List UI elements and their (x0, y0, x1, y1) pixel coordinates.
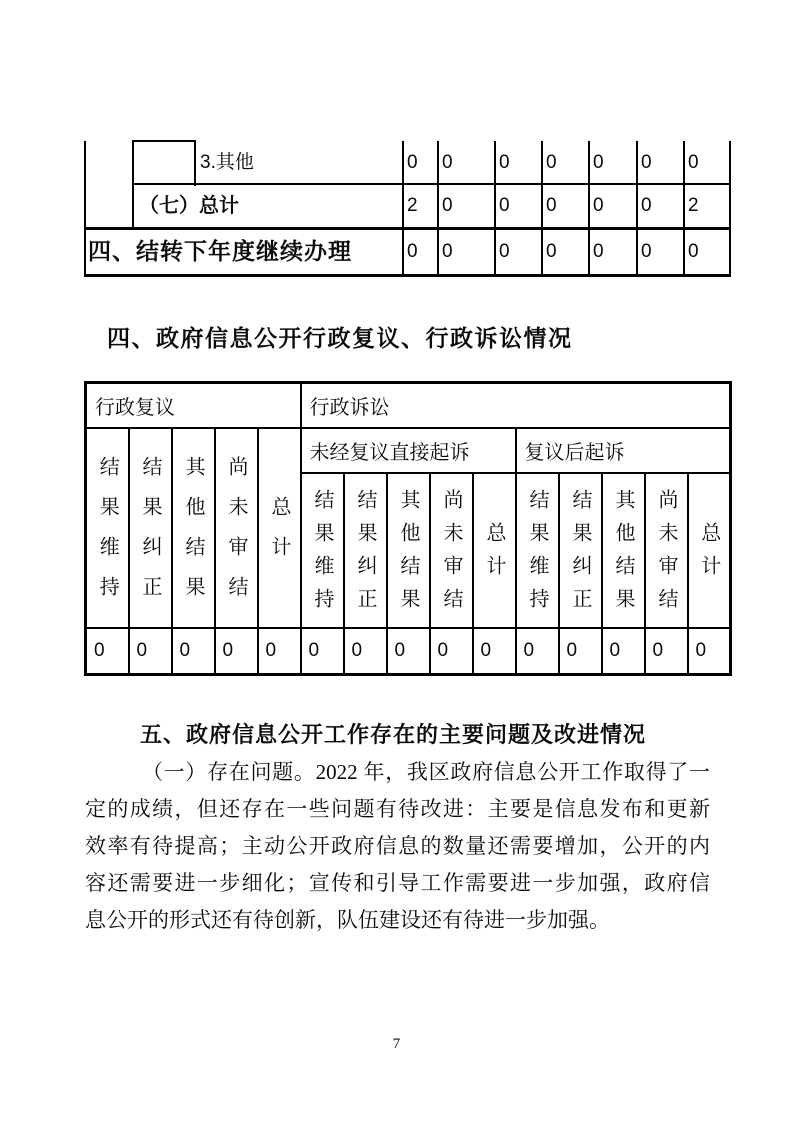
paragraph-line: 容还需要进一步细化；宣传和引导工作需要进一步加强，政府信 (85, 871, 710, 895)
paragraph-line: 效率有待提高；主动公开政府信息的数量还需要增加，公开的内 (85, 834, 710, 858)
table-value: 0 (499, 152, 510, 173)
table-value: 0 (688, 152, 699, 173)
table-value: 0 (215, 628, 258, 675)
table-value: 0 (641, 152, 652, 173)
table-value: 0 (442, 152, 453, 173)
table-value: 0 (344, 628, 387, 675)
table-value: 0 (559, 628, 602, 675)
section4-heading: 四、政府信息公开行政复议、行政诉讼情况 (107, 325, 573, 351)
direct-suit-col-header: 总计 (473, 473, 516, 628)
litigation-group-header: 行政诉讼 (301, 383, 731, 429)
table-value: 0 (546, 195, 557, 216)
direct-suit-col-header: 其他结果 (387, 473, 430, 628)
review-group-header: 行政复议 (86, 383, 301, 429)
table-value: 0 (516, 628, 559, 675)
after-review-suit-col-header: 结果维持 (516, 473, 559, 628)
review-col-header: 结果维持 (86, 428, 129, 628)
table-line (729, 141, 731, 277)
table-line (194, 141, 196, 186)
table-line (636, 141, 638, 277)
table-value: 0 (172, 628, 215, 675)
table-value: 0 (442, 195, 453, 216)
table-value: 0 (593, 152, 604, 173)
table-value: 0 (86, 628, 129, 675)
page-number: 7 (392, 1036, 401, 1052)
row-label: 四、结转下年度继续办理 (88, 238, 352, 264)
paragraph-line: 定的成绩，但还存在一些问题有待改进：主要是信息发布和更新 (85, 797, 710, 821)
table-value: 0 (688, 241, 699, 262)
table-line (402, 141, 404, 277)
table-value: 0 (499, 241, 510, 262)
direct-suit-col-header: 结果纠正 (344, 473, 387, 628)
table-value: 0 (129, 628, 172, 675)
review-col-header: 其他结果 (172, 428, 215, 628)
review-col-header: 尚未审结 (215, 428, 258, 628)
table-value: 0 (688, 628, 731, 675)
table-line (494, 141, 496, 277)
table-value: 0 (546, 152, 557, 173)
table-value: 0 (442, 241, 453, 262)
after-review-suit-col-header: 总计 (688, 473, 731, 628)
table-value: 0 (593, 195, 604, 216)
table-line (437, 141, 439, 277)
direct-suit-col-header: 尚未审结 (430, 473, 473, 628)
direct-suit-col-header: 结果维持 (301, 473, 344, 628)
table-line (683, 141, 685, 277)
table-value: 0 (407, 152, 418, 173)
table-value: 0 (473, 628, 516, 675)
paragraph-line: 息公开的形式还有待创新，队伍建设还有待进一步加强。 (85, 908, 610, 932)
table-line (132, 141, 134, 230)
review-col-header: 总计 (258, 428, 301, 628)
table-value: 2 (407, 195, 418, 216)
table-value: 0 (499, 195, 510, 216)
row-label: （七）总计 (139, 195, 239, 217)
section5-heading: 五、政府信息公开工作存在的主要问题及改进情况 (140, 722, 647, 747)
table-value: 0 (593, 241, 604, 262)
section5 (85, 716, 710, 939)
table-value: 0 (258, 628, 301, 675)
table-value: 2 (688, 195, 699, 216)
table-line (588, 141, 590, 277)
table-line (132, 140, 196, 142)
after-review-suit-col-header: 结果纠正 (559, 473, 602, 628)
table-line (541, 141, 543, 277)
table-value: 0 (407, 241, 418, 262)
table-line (84, 141, 86, 277)
review-col-header: 结果纠正 (129, 428, 172, 628)
table-value: 0 (645, 628, 688, 675)
table-value: 0 (602, 628, 645, 675)
table-value: 0 (641, 241, 652, 262)
after-review-suit-group-header: 复议后起诉 (516, 428, 731, 473)
after-review-suit-col-header: 其他结果 (602, 473, 645, 628)
direct-suit-group-header: 未经复议直接起诉 (301, 428, 516, 473)
after-review-suit-col-header: 尚未审结 (645, 473, 688, 628)
paragraph-line: （一）存在问题。2022 年，我区政府信息公开工作取得了一 (142, 760, 710, 784)
table-value: 0 (387, 628, 430, 675)
row-label: 3.其他 (200, 152, 254, 173)
table-value: 0 (430, 628, 473, 675)
table-value: 0 (301, 628, 344, 675)
table-value: 0 (546, 241, 557, 262)
review-litigation-table (84, 381, 732, 676)
table-value: 0 (641, 195, 652, 216)
